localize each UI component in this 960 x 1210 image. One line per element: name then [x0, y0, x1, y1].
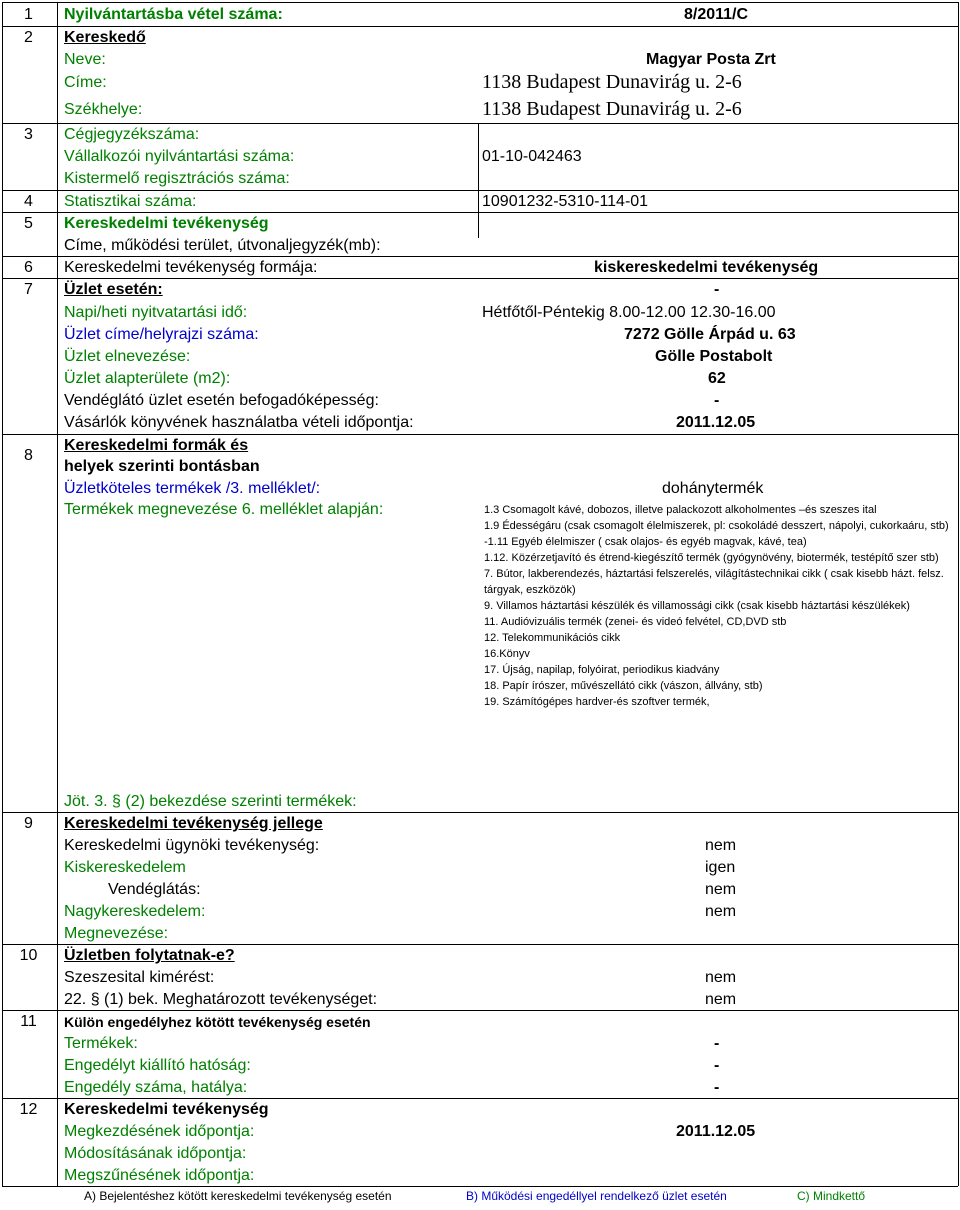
statistical-number-label: Statisztikai száma:: [64, 193, 197, 210]
retail-value: igen: [705, 859, 736, 876]
end-date-label: Megszűnésének időpontja:: [64, 1167, 255, 1184]
footer-legend-c: C) Mindkettő: [797, 1189, 866, 1203]
product-item: 1.9 Édességáru (csak csomagolt élelmiszerek, pl: csokoládé desszert, nápolyi, cukorkaáru, stb): [484, 520, 949, 532]
trader-name-value: Magyar Posta Zrt: [646, 51, 776, 68]
entrepreneur-reg-value: 01-10-042463: [482, 148, 582, 165]
activity-form-value: kiskereskedelmi tevékenység: [594, 259, 819, 276]
agent-activity-value: nem: [705, 837, 737, 854]
trader-seat-label: Székhelye:: [64, 101, 143, 118]
shop-address-value: 7272 Gölle Árpád u. 63: [624, 326, 796, 343]
row-number: 11: [20, 1013, 37, 1030]
product-item: 17. Újság, napilap, folyóirat, periodikus kiadvány: [484, 664, 720, 676]
modification-date-label: Módosításának időpontja:: [64, 1145, 247, 1162]
footer-legend-a: A) Bejelentéshez kötött kereskedelmi tevékenység esetén: [84, 1189, 392, 1203]
catering-value: nem: [705, 881, 737, 898]
grid-line: [2, 212, 958, 213]
operating-area-label: Címe, működési terület, útvonaljegyzék(mb):: [64, 237, 381, 254]
permit-products-label: Termékek:: [64, 1035, 138, 1052]
trader-seat-value: 1138 Budapest Dunavirág u. 2-6: [482, 98, 742, 120]
permit-number-value: -: [714, 1079, 720, 1096]
capacity-label: Vendéglátó üzlet esetén befogadóképesség:: [64, 392, 379, 409]
shop-name-label: Üzlet elnevezése:: [64, 348, 191, 365]
company-reg-label: Cégjegyzékszáma:: [64, 126, 200, 143]
products-label: Termékek megnevezése 6. melléklet alapján:: [64, 501, 384, 518]
shop-area-value: 62: [708, 370, 726, 387]
grid-line: [2, 278, 958, 279]
licensed-products-label: Üzletköteles termékek /3. melléklet/:: [64, 480, 321, 497]
product-item: 18. Papír írószer, művészellátó cikk (vászon, állvány, stb): [484, 680, 763, 692]
special-permit-heading: Külön engedélyhez kötött tevékenység esetén: [64, 1014, 371, 1030]
row-number: 6: [24, 259, 33, 276]
grid-line: [2, 944, 958, 945]
trader-name-label: Neve:: [64, 51, 106, 68]
product-item: 11. Audióvizuális termék (zenei- és videó felvétel, CD,DVD stb: [484, 616, 787, 628]
row-number: 10: [19, 947, 38, 964]
activity-dates-heading: Kereskedelmi tevékenység: [64, 1101, 269, 1118]
shop-address-label: Üzlet címe/helyrajzi száma:: [64, 326, 259, 343]
grid-line: [2, 256, 958, 257]
entrepreneur-reg-label: Vállalkozói nyilvántartási száma:: [64, 148, 295, 165]
grid-line: [2, 190, 958, 191]
alcohol-serving-label: Szeszesital kimérést:: [64, 969, 215, 986]
activity-form-label: Kereskedelmi tevékenység formája:: [64, 259, 318, 276]
trade-forms-heading-line2: helyek szerinti bontásban: [64, 458, 260, 475]
footer-legend-b: B) Működési engedéllyel rendelkező üzlet esetén: [466, 1189, 727, 1203]
permit-number-label: Engedély száma, hatálya:: [64, 1079, 248, 1096]
row-number: 7: [24, 281, 33, 298]
grid-line: [2, 2, 3, 1186]
grid-line: [2, 1186, 958, 1187]
product-item: 9. Villamos háztartási készülék és villamossági cikk (csak kisebb háztartási készülékek): [484, 600, 910, 612]
product-item: 1.3 Csomagolt kávé, dobozos, illetve palackozott alkoholmentes –és szeszes ital: [484, 504, 877, 516]
start-date-value: 2011.12.05: [676, 1123, 756, 1140]
start-date-label: Megkezdésének időpontja:: [64, 1123, 255, 1140]
issuing-authority-value: -: [714, 1057, 720, 1074]
excise-products-label: Jöt. 3. § (2) bekezdése szerinti termékek:: [64, 793, 357, 810]
permit-products-value: -: [714, 1035, 720, 1052]
product-item: 12. Telekommunikációs cikk: [484, 632, 621, 644]
row-number: 5: [24, 215, 33, 232]
trade-forms-heading: Kereskedelmi formák és: [64, 437, 249, 454]
capacity-value: -: [714, 392, 720, 409]
grid-line: [2, 26, 958, 27]
opening-hours-label: Napi/heti nyitvatartási idő:: [64, 304, 248, 321]
trader-address-label: Címe:: [64, 74, 107, 91]
issuing-authority-label: Engedélyt kiállító hatóság:: [64, 1057, 251, 1074]
licensed-products-value: dohánytermék: [662, 480, 764, 497]
registration-number-label: Nyilvántartásba vétel száma:: [64, 6, 283, 23]
row-number: 1: [24, 6, 33, 23]
shop-value: -: [714, 281, 720, 298]
wholesale-label: Nagykereskedelem:: [64, 903, 206, 920]
grid-line: [2, 812, 958, 813]
row-number: 9: [24, 815, 33, 832]
shop-heading: Üzlet esetén:: [64, 281, 163, 298]
designation-label: Megnevezése:: [64, 925, 169, 942]
trader-heading: Kereskedő: [64, 29, 146, 46]
retail-label: Kiskereskedelem: [64, 859, 186, 876]
agent-activity-label: Kereskedelmi ügynöki tevékenység:: [64, 837, 320, 854]
registration-number-value: 8/2011/C: [684, 6, 749, 23]
specific-activity-label: 22. § (1) bek. Meghatározott tevékenységet:: [64, 991, 378, 1008]
product-item: 16.Könyv: [484, 648, 530, 660]
grid-line: [57, 2, 58, 1186]
grid-line: [478, 123, 479, 238]
row-number: 3: [24, 126, 33, 143]
grid-line: [2, 123, 958, 124]
row-number: 2: [24, 29, 33, 46]
products-list: [484, 502, 954, 710]
customer-book-label: Vásárlók könyvének használatba vételi időpontja:: [64, 414, 414, 431]
small-producer-label: Kistermelő regisztrációs száma:: [64, 170, 290, 187]
grid-line: [958, 2, 959, 1186]
statistical-number-value: 10901232-5310-114-01: [482, 193, 649, 210]
customer-book-value: 2011.12.05: [676, 414, 756, 431]
product-item: 1.12. Közérzetjavító és étrend-kiegészítő termék (gyógynövény, biotermék, testépítő szer stb): [484, 552, 939, 564]
trader-address-value: 1138 Budapest Dunavirág u. 2-6: [482, 71, 742, 93]
grid-line: [2, 1098, 958, 1099]
product-item: 19. Számítógépes hardver-és szoftver termék,: [484, 696, 710, 708]
shop-area-label: Üzlet alapterülete (m2):: [64, 370, 231, 387]
grid-line: [2, 1010, 958, 1011]
shop-name-value: Gölle Postabolt: [655, 348, 773, 365]
catering-label: Vendéglátás:: [108, 881, 201, 898]
activity-nature-heading: Kereskedelmi tevékenység jellege: [64, 815, 323, 832]
wholesale-value: nem: [705, 903, 737, 920]
row-number: 4: [24, 193, 33, 210]
product-item: 7. Bútor, lakberendezés, háztartási felszerelés, világítástechnikai cikk ( csak kisebb házt. felsz. tárgyak, eszközök): [484, 568, 944, 596]
trade-activity-heading: Kereskedelmi tevékenység: [64, 215, 269, 232]
grid-line: [2, 2, 958, 3]
alcohol-serving-value: nem: [705, 969, 737, 986]
grid-line: [2, 434, 958, 435]
shop-conducts-heading: Üzletben folytatnak-e?: [64, 947, 235, 964]
product-item: -1.11 Egyéb élelmiszer ( csak olajos- és egyéb magvak, kávé, tea): [484, 536, 807, 548]
specific-activity-value: nem: [705, 991, 737, 1008]
row-number: 8: [24, 447, 33, 464]
row-number: 12: [19, 1101, 38, 1118]
opening-hours-value: Hétfőtől-Péntekig 8.00-12.00 12.30-16.00: [482, 304, 776, 321]
